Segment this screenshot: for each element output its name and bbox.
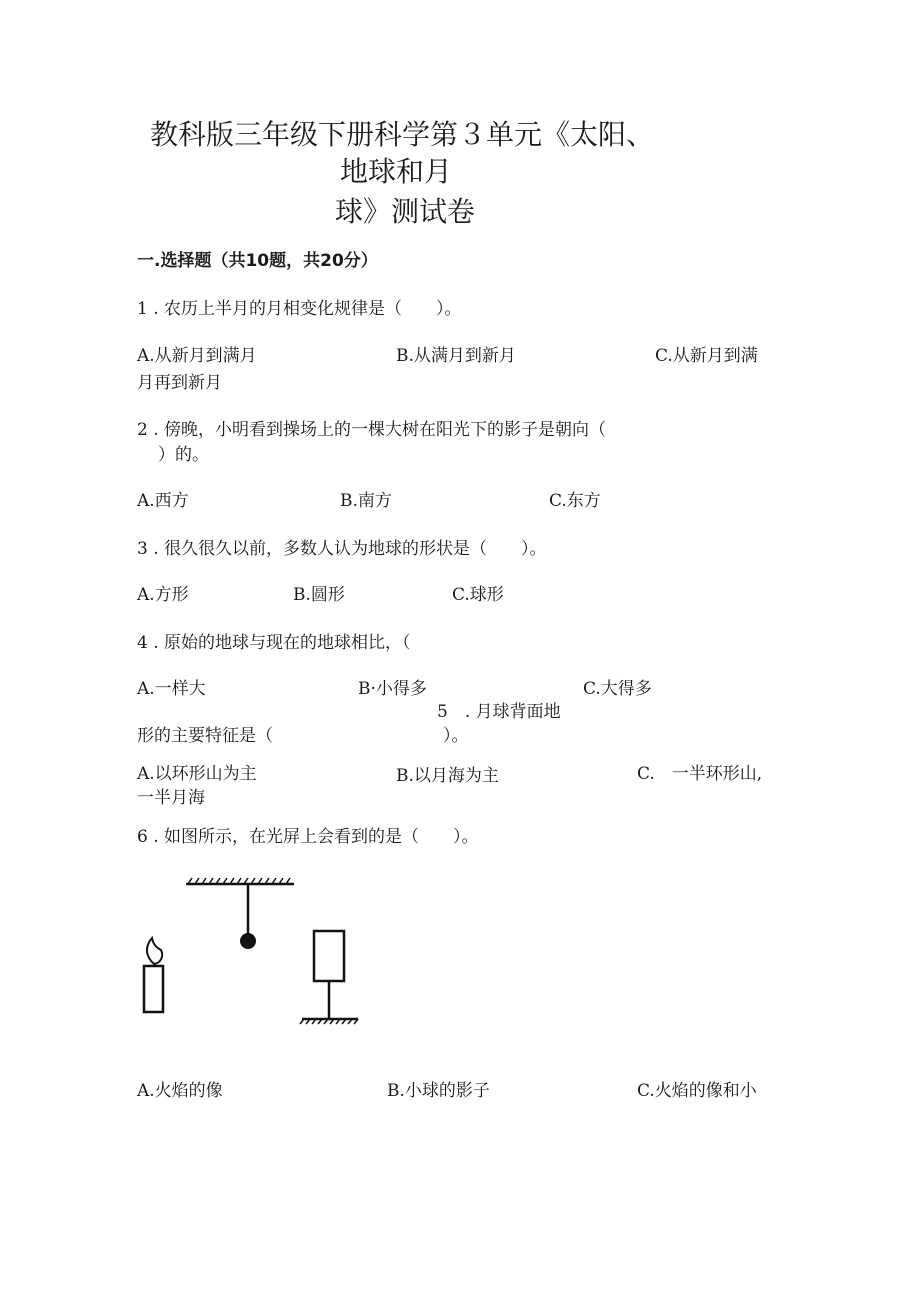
q4-option-b: B·小得多	[358, 679, 427, 699]
title-line3: 球》测试卷	[335, 195, 476, 228]
candle-body	[144, 966, 163, 1012]
q6-option-a: A.火焰的像	[137, 1081, 223, 1101]
question-4: 4 . 原始的地球与现在的地球相比，（	[137, 633, 411, 653]
q3-option-a: A.方形	[137, 585, 189, 605]
q2-option-a: A.西方	[137, 491, 189, 511]
q6-option-b: B.小球的影子	[387, 1081, 490, 1101]
q1-option-b: B.从满月到新月	[396, 346, 516, 366]
q3-option-c: C.球形	[452, 585, 504, 605]
q5-option-c: C. 一半环形山,	[637, 764, 763, 784]
ball	[240, 933, 256, 949]
q1-option-a: A.从新月到满月	[137, 346, 257, 366]
q2-option-c: C.东方	[549, 491, 601, 511]
question-3: 3 . 很久很久以前，多数人认为地球的形状是（ ）。	[137, 539, 547, 559]
title-line2: 地球和月	[340, 155, 453, 188]
question-6: 6 . 如图所示，在光屏上会看到的是（ ）。	[137, 827, 479, 847]
candle-ball-screen-diagram	[132, 872, 372, 1042]
q1-option-c-cont: 月再到新月	[137, 373, 222, 393]
q1-option-c: C.从新月到满	[655, 346, 758, 366]
q4-option-c: C.大得多	[583, 679, 652, 699]
light-screen	[314, 931, 344, 981]
q4-option-a: A.一样大	[137, 679, 206, 699]
q2-option-b: B.南方	[340, 491, 392, 511]
q6-option-c: C.火焰的像和小	[637, 1081, 757, 1101]
candle-flame	[147, 938, 162, 964]
question-5-part3: ）。	[443, 726, 469, 746]
q3-option-b: B.圆形	[293, 585, 345, 605]
question-1: 1 . 农历上半月的月相变化规律是（ ）。	[137, 299, 462, 319]
question-2-line1: 2 . 傍晚，小明看到操场上的一棵大树在阳光下的影子是朝向（	[137, 420, 607, 440]
title-line1: 教科版三年级下册科学第３单元《太阳、	[150, 118, 655, 151]
q5-option-b: B.以月海为主	[396, 766, 499, 786]
question-5-part2: 形的主要特征是（	[137, 726, 273, 746]
q5-option-c-cont: 一半月海	[137, 788, 205, 808]
question-5-part1: 5 . 月球背面地	[437, 702, 561, 722]
question-2-line2: ）的。	[158, 445, 209, 465]
section-heading: 一.选择题（共10题，共20分）	[137, 251, 378, 271]
q5-option-a: A.以环形山为主	[137, 764, 257, 784]
